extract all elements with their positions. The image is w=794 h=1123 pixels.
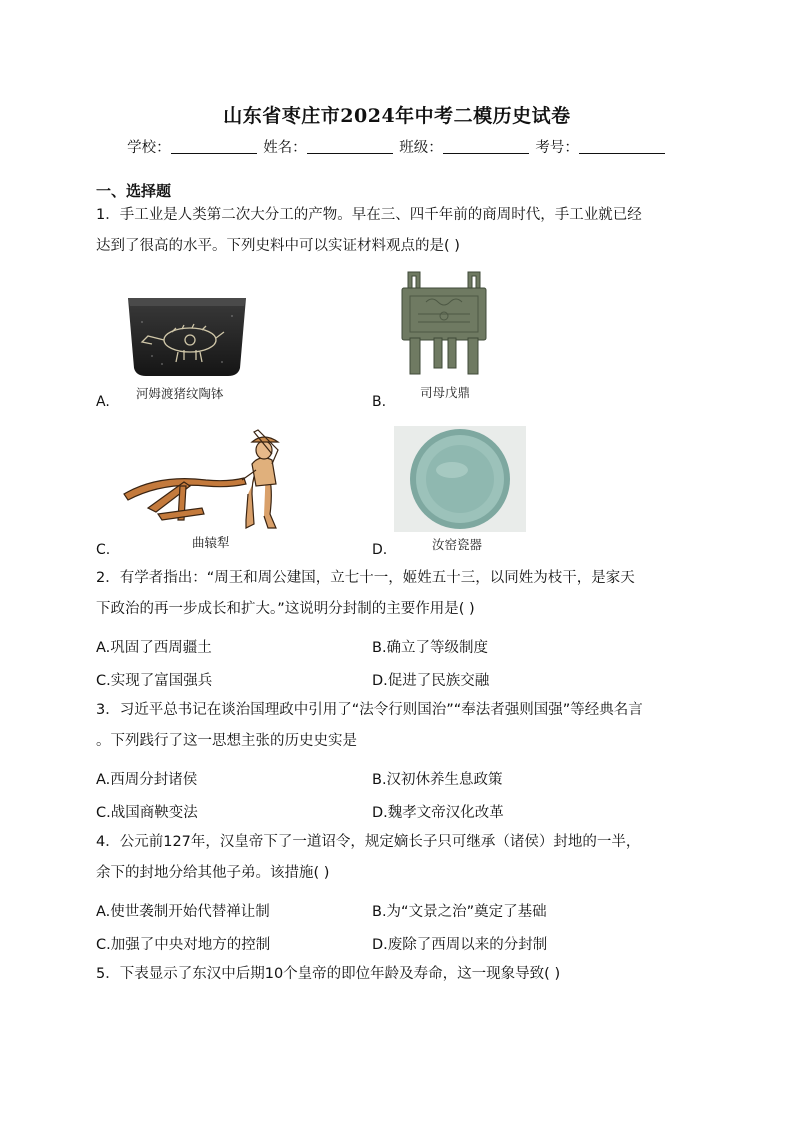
student-info-line [0,136,794,157]
school-blank[interactable] [171,139,257,154]
question-5-line-1: 5．下表显示了东汉中后期10个皇帝的即位年龄及寿命，这一现象导致( ) [96,966,561,982]
question-5-stem [96,959,700,990]
question-3-stem [96,695,700,757]
school-label: 学校： [127,140,171,156]
pottery-bowl-image [122,292,252,386]
question-1-line-1: 1．手工业是人类第二次大分工的产物。早在三、四千年前的商周时代，手工业就已经 [96,207,642,223]
question-1-stem [96,200,700,262]
class-blank[interactable] [443,139,529,154]
question-2-line-1: 2．有学者指出：“周王和周公建国，立七十一，姬姓五十三，以同姓为枝干，是家天 [96,570,635,586]
option-c-caption: 曲辕犁 [192,535,230,550]
question-2-stem [96,563,700,625]
question-4-option-c[interactable]: C.加强了中央对地方的控制 [96,937,271,953]
section-title: 一、选择题 [96,182,172,200]
question-3-option-a[interactable]: A.西周分封诸侯 [96,772,198,788]
option-b-letter[interactable]: B. [372,394,387,410]
question-3-line-1: 3．习近平总书记在谈治国理政中引用了“法令行则国治”“奉法者强则国强”等经典名言 [96,702,643,718]
question-3-option-d[interactable]: D.魏孝文帝汉化改革 [372,805,504,821]
number-blank[interactable] [579,139,665,154]
option-a-letter[interactable]: A. [96,394,110,410]
question-4-option-a[interactable]: A.使世袭制开始代替禅让制 [96,904,270,920]
option-d-letter[interactable]: D. [372,542,388,558]
curved-plow-image [118,424,290,538]
exam-title: 山东省枣庄市2024年中考二模历史试卷 [223,105,571,127]
class-label: 班级： [399,140,443,156]
question-2-option-d[interactable]: D.促进了民族交融 [372,673,490,689]
question-3-line-2: 。下列践行了这一思想主张的历史史实是 [96,733,357,749]
question-1-line-2: 达到了很高的水平。下列史料中可以实证材料观点的是( ) [96,238,460,254]
option-a-caption: 河姆渡猪纹陶钵 [136,386,224,401]
question-4-line-2: 余下的封地分给其他子弟。该措施( ) [96,865,330,881]
ru-porcelain-image [394,426,526,536]
question-4-option-d[interactable]: D.废除了西周以来的分封制 [372,937,548,953]
option-c-letter[interactable]: C. [96,542,111,558]
question-4-stem [96,827,700,889]
option-d-caption: 汝窑瓷器 [432,537,483,552]
question-4-option-b[interactable]: B.为“文景之治”奠定了基础 [372,904,547,920]
question-3-option-b[interactable]: B.汉初休养生息政策 [372,772,503,788]
question-4-line-1: 4．公元前127年，汉皇帝下了一道诏令，规定嫡长子只可继承（诸侯）封地的一半， [96,834,641,850]
number-label: 考号： [535,140,579,156]
question-2-line-2: 下政治的再一步成长和扩大。”这说明分封制的主要作用是( ) [96,601,475,617]
question-2-option-a[interactable]: A.巩固了西周疆土 [96,640,212,656]
bronze-ding-image [396,268,492,384]
option-b-caption: 司母戊鼎 [420,385,471,400]
question-3-option-c[interactable]: C.战国商鞅变法 [96,805,198,821]
question-2-option-b[interactable]: B.确立了等级制度 [372,640,489,656]
name-blank[interactable] [307,139,393,154]
question-2-option-c[interactable]: C.实现了富国强兵 [96,673,213,689]
name-label: 姓名： [263,140,307,156]
